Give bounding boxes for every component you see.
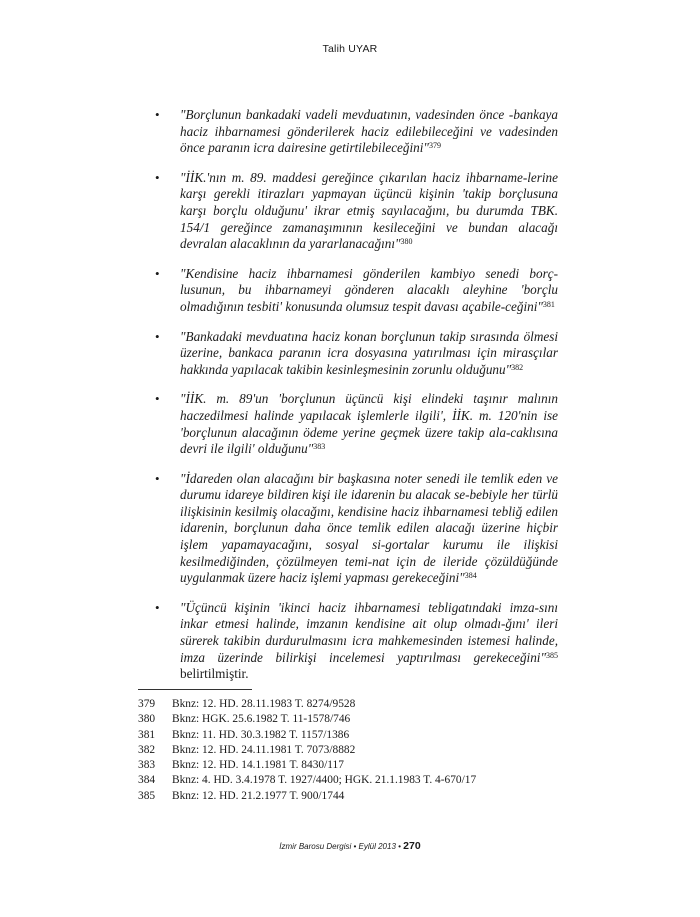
bullet-icon: • <box>155 328 160 344</box>
footnote-number: 381 <box>138 728 156 741</box>
bullet-item <box>155 600 558 683</box>
bullet-text: "Bankadaki mevduatına haciz konan borçlunun takip sırasında ölmesi üzerine, bankaca paranın icra dosyasına yatırılması için mirasçılar hakkında yapılacak takibin kesinleşmesinin zorunlu olduğunu" <box>180 328 558 377</box>
bullet-item <box>155 170 558 253</box>
bullet-text: "İİK. m. 89'un 'borçlunun üçüncü kişi elindeki taşınır malının haczedilmesi halinde yapılacak işlemlerle ilgili', İİK. m. 120'nin ise 'borçlunun alacağının ödeme yerine geçmek üzere takip ala-caklısına devri ile ilgili' olduğunu" <box>180 391 558 457</box>
footnote <box>138 789 568 804</box>
bullet-item <box>155 329 558 379</box>
footnote-text: Bknz: HGK. 25.6.1982 T. 11-1578/746 <box>172 713 351 726</box>
footnote-number: 385 <box>138 789 156 802</box>
footnote-number: 380 <box>138 713 156 726</box>
footnote-text: Bknz: 4. HD. 3.4.1978 T. 1927/4400; HGK. 21.1.1983 T. 4-670/17 <box>172 774 477 787</box>
bullet-item <box>155 266 558 316</box>
footnote-divider <box>138 689 252 690</box>
footnote <box>138 758 568 773</box>
footnote-ref[interactable]: 384 <box>464 571 477 581</box>
bullet-item <box>155 107 558 157</box>
bullet-icon: • <box>155 599 160 615</box>
footnote-text: Bknz: 11. HD. 30.3.1982 T. 1157/1386 <box>172 728 350 741</box>
bullet-item <box>155 391 558 457</box>
footnote <box>138 712 568 727</box>
bullet-tail: belirtilmiştir. <box>180 666 249 682</box>
bullet-icon: • <box>155 107 160 122</box>
bullet-text: "İdareden olan alacağını bir başkasına noter senedi ile temlik eden ve durumu idareye bildiren kişi ile idarenin bu alacak se-bebiyle her türlü ilişkisinin kesilmiş olacağını, kendisine haciz ihbarnamesi tebliğ edilen idarenin, borçlunun daha önce temlik edilen alacağı üzerine hiçbir işlem yapamayacağını, sosyal si-gortalar kurumu ile ilişkisi kesilmediğinden, çözülmeyen temi-nat için de ileride çözüldüğünde uygulanmak üzere haciz işlemi yapması gerekeceğini" <box>180 470 558 586</box>
footnote <box>138 743 568 758</box>
footnote-text: Bknz: 12. HD. 14.1.1981 T. 8430/117 <box>172 759 344 772</box>
footnote-number: 384 <box>138 774 156 787</box>
bullet-text: "Kendisine haciz ihbarnamesi gönderilen kambiyo senedi borç-lusunun, bu ihbarnameyi gönderen alacaklı aleyhine 'borçlu olmadığının tesbiti' konusunda olumsuz tespit davası açabile-ceğini" <box>180 265 558 314</box>
journal-name: İzmir Barosu Dergisi • Eylül 2013 • <box>279 842 401 851</box>
footnote-text: Bknz: 12. HD. 28.11.1983 T. 8274/9528 <box>172 698 356 710</box>
bullet-icon: • <box>155 265 160 281</box>
bullet-text: "Üçüncü kişinin 'ikinci haciz ihbarnamesi tebligatındaki imza-sını inkar etmesi halinde, imzanın kendisine ait olup olmadı-ğını' ileri sürerek takibin durdurulmasını icra mahkemesinden istemesi halinde, imza üzerinde bilirkişi incelemesi yaptırılması gerekeceğini" <box>180 599 558 665</box>
footnote-ref[interactable]: 382 <box>511 362 524 372</box>
footnote-number: 383 <box>138 759 156 772</box>
bullet-icon: • <box>155 169 160 185</box>
bullet-text: "İİK.'nın m. 89. maddesi gereğince çıkarılan haciz ihbarname-lerine karşı gerekli itirazları yapmayan üçüncü kişinin 'takip borçlusuna karşı borçlu olduğunu' ikrar etmiş sayılacağını, bu durumda TBK. 154/1 gereğince zamanaşımının kesileceğini ve bundan alacağı devralan alacaklının da yararlanacağını" <box>180 169 558 252</box>
page-footer <box>0 840 700 852</box>
bullet-text: "Borçlunun bankadaki vadeli mevduatının, vadesinden önce -bankaya haciz ihbarnamesi gönderilerek haciz edilebileceğini ve vadesinden önce paranın icra dairesine getirtilebileceğini" <box>180 107 558 156</box>
footnote-ref[interactable]: 379 <box>428 141 441 151</box>
bullet-icon: • <box>155 391 160 407</box>
running-header: Talih UYAR <box>322 43 378 55</box>
footnote-ref[interactable]: 380 <box>400 237 413 247</box>
bullet-icon: • <box>155 470 160 486</box>
footnote-ref[interactable]: 383 <box>313 442 326 452</box>
bullet-item <box>155 471 558 587</box>
footnote-text: Bknz: 12. HD. 21.2.1977 T. 900/1744 <box>172 789 345 802</box>
footnote-number: 382 <box>138 743 156 756</box>
footnote <box>138 773 568 788</box>
footnote-text: Bknz: 12. HD. 24.11.1981 T. 7073/8882 <box>172 743 356 756</box>
footnote-ref[interactable]: 381 <box>542 299 555 309</box>
footnote <box>138 728 568 743</box>
bullet-list <box>155 107 558 696</box>
footnote <box>138 697 568 712</box>
footnotes <box>138 697 568 804</box>
footnote-number: 379 <box>138 698 156 710</box>
page-number: 270 <box>403 840 421 852</box>
footnote-ref[interactable]: 385 <box>546 650 558 660</box>
